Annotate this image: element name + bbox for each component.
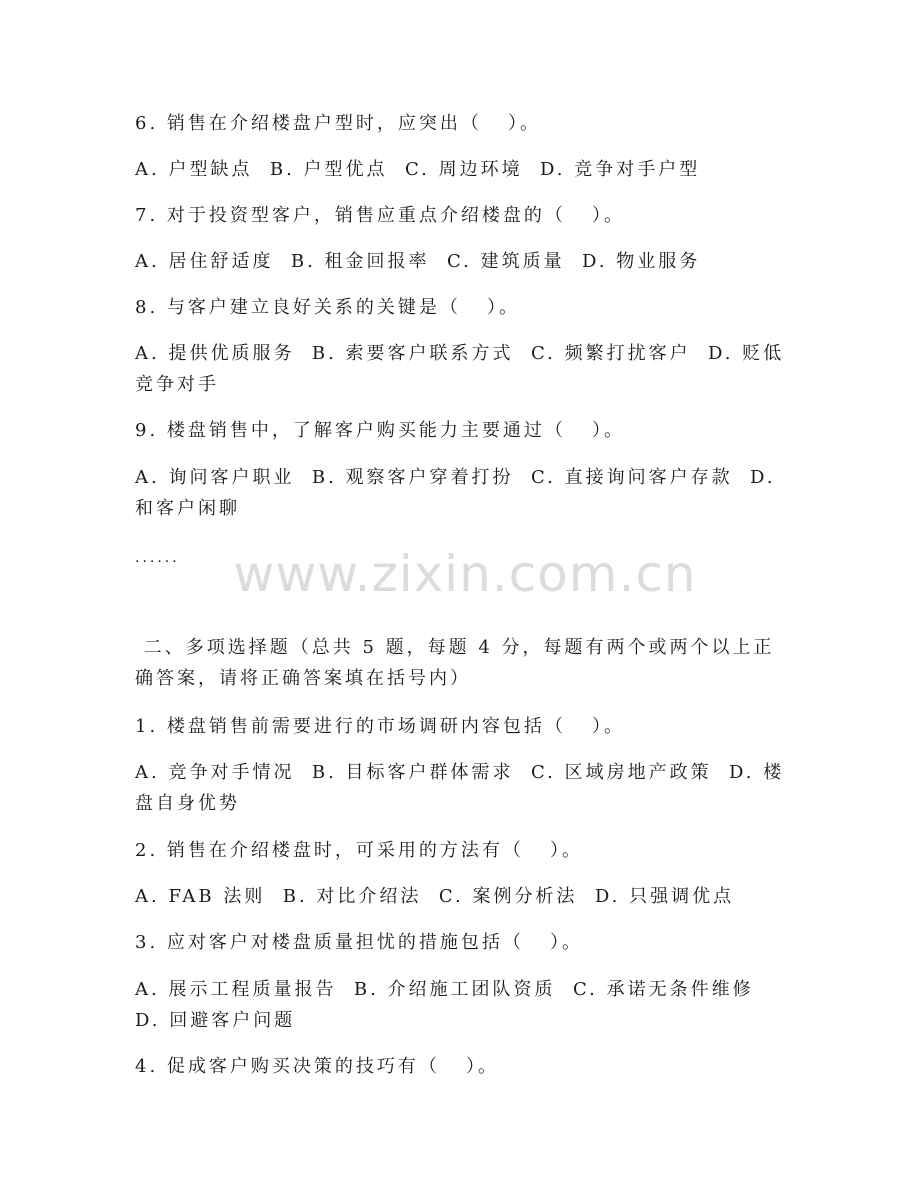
multi-question-2: 2. 销售在介绍楼盘时，可采用的方法有（ ）。 [135, 840, 584, 861]
watermark: www.zixin.com.cn [233, 545, 697, 603]
question-9: 9. 楼盘销售中，了解客户购买能力主要通过（ ）。 [135, 420, 626, 441]
question-7: 7. 对于投资型客户，销售应重点介绍楼盘的（ ）。 [135, 205, 626, 226]
multi-question-3: 3. 应对客户对楼盘质量担忧的措施包括（ ）。 [135, 932, 584, 953]
question-6: 6. 销售在介绍楼盘户型时，应突出（ ）。 [135, 113, 542, 134]
multi-question-3-options: A. 展示工程质量报告 B. 介绍施工团队资质 C. 承诺无条件维修 D. 回避客户问题 [135, 979, 772, 1031]
ellipsis: ...... [135, 550, 180, 566]
question-6-options: A. 户型缺点 B. 户型优点 C. 周边环境 D. 竞争对手户型 [135, 159, 701, 180]
multi-question-1: 1. 楼盘销售前需要进行的市场调研内容包括（ ）。 [135, 716, 626, 737]
section-2-heading: 二、多项选择题（总共 5 题，每题 4 分，每题有两个或两个以上正确答案，请将正确答案填在括号内） [135, 637, 775, 689]
multi-question-1-options: A. 竞争对手情况 B. 目标客户群体需求 C. 区域房地产政策 D. 楼盘自身优势 [135, 762, 785, 814]
multi-question-4: 4. 促成客户购买决策的技巧有（ ）。 [135, 1056, 500, 1077]
question-9-options: A. 询问客户职业 B. 观察客户穿着打扮 C. 直接询问客户存款 D. 和客户闲聊 [135, 467, 785, 519]
question-7-options: A. 居住舒适度 B. 租金回报率 C. 建筑质量 D. 物业服务 [135, 251, 701, 272]
question-8: 8. 与客户建立良好关系的关键是（ ）。 [135, 297, 521, 318]
question-8-options: A. 提供优质服务 B. 索要客户联系方式 C. 频繁打扰客户 D. 贬低竞争对手 [135, 343, 785, 395]
multi-question-2-options: A. FAB 法则 B. 对比介绍法 C. 案例分析法 D. 只强调优点 [135, 886, 735, 907]
